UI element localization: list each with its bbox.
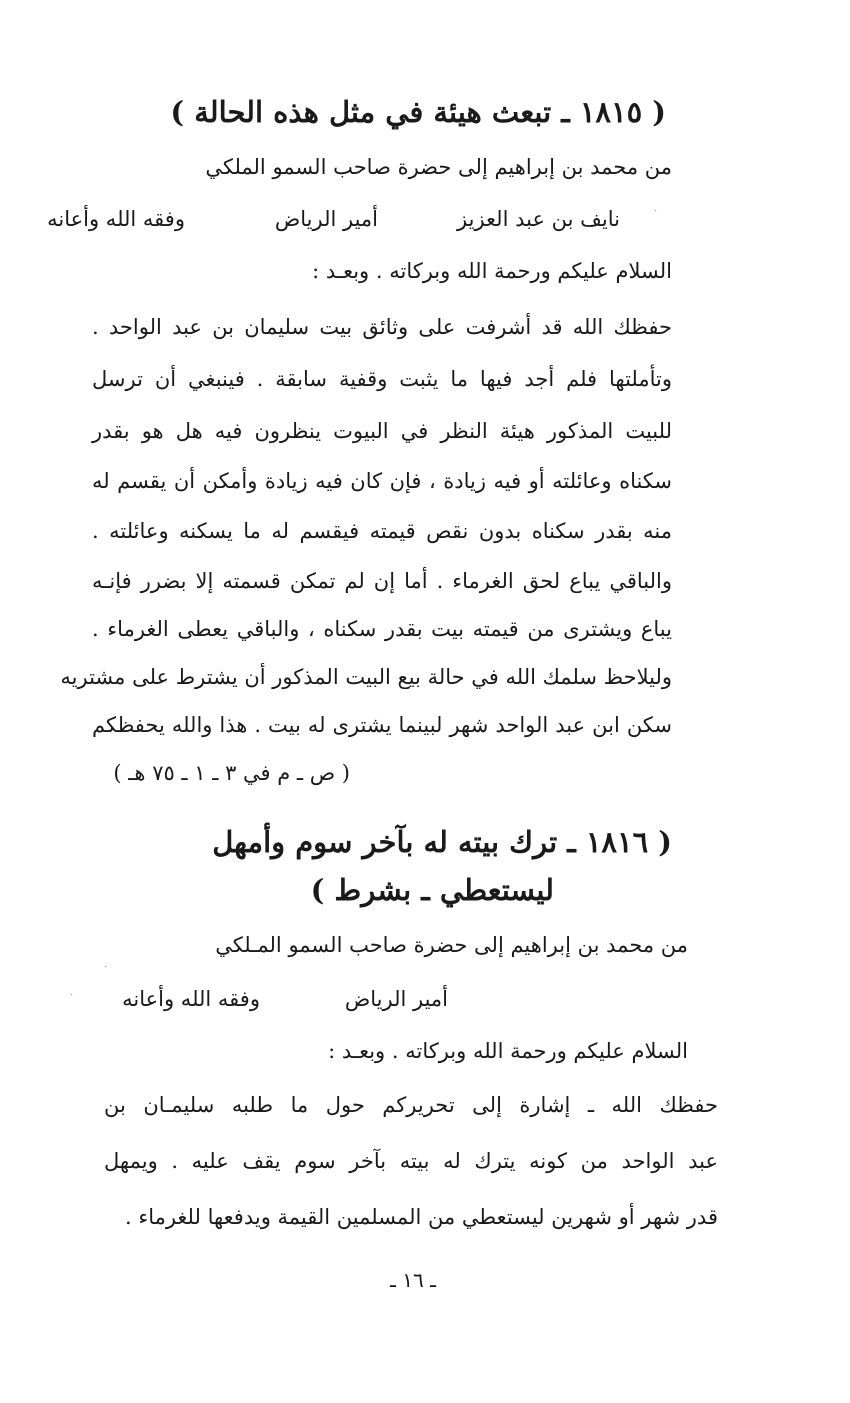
sender-line: من محمد بن إبراهيم إلى حضرة صاحب السمو المـلكي	[215, 933, 688, 957]
body-line: قدر شهر أو شهرين ليستعطي من المسلمين القيمة ويدفعها للغرماء .	[124, 1205, 718, 1229]
addressee-title: أمير الرياض	[344, 987, 448, 1011]
section-heading-continued: ليستعطي ـ بشرط )	[310, 873, 554, 907]
addressee-blessing: وفقه الله وأعانه	[122, 987, 260, 1011]
scan-speck: ·	[104, 962, 108, 973]
body-line: منه بقدر سكناه بدون نقص قيمته فيقسم له ما يسكنه وعائلته .	[92, 519, 672, 543]
body-line: حفظك الله ـ إشارة إلى تحريركم حول ما طلبه سليمـان بن	[104, 1093, 718, 1117]
section-heading: ( ١٨١٦ ـ ترك بيته له بآخر سوم وأمهل	[212, 825, 672, 859]
body-line: سكن ابن عبد الواحد شهر لبينما يشترى له بيت . هذا والله يحفظكم	[92, 713, 672, 737]
body-line: والباقي يباع لحق الغرماء . أما إن لم تمكن قسمته إلا بضرر فإنـه	[92, 569, 672, 593]
body-line: حفظك الله قد أشرفت على وثائق بيت سليمان بن عبد الواحد .	[92, 315, 672, 339]
addressee-name: نايف بن عبد العزيز	[457, 207, 620, 231]
body-line: سكناه وعائلته أو فيه زيادة ، فإن كان فيه زيادة وأمكن أن يقسم له	[92, 469, 672, 493]
reference-note: ( ص ـ م في ٣ ـ ١ ـ ٧٥ هـ )	[113, 761, 350, 785]
body-line: يباع ويشترى من قيمته بيت بقدر سكناه ، والباقي يعطى الغرماء .	[92, 617, 672, 641]
body-line: عبد الواحد من كونه يترك له بيته بآخر سوم يقف عليه . ويمهل	[104, 1149, 718, 1173]
section-heading: ( ١٨١٥ ـ تبعث هيئة في مثل هذه الحالة )	[170, 95, 666, 129]
addressee-title: أمير الرياض	[274, 207, 378, 231]
page-number: ـ ١٦ ـ	[390, 1268, 436, 1292]
body-line: وتأملتها فلم أجد فيها ما يثبت وقفية سابقة . فينبغي أن ترسل	[92, 367, 672, 391]
body-line: للبيت المذكور هيئة النظر في البيوت ينظرون فيه هل هو بقدر	[92, 419, 672, 443]
greeting-line: السلام عليكم ورحمة الله وبركاته . وبعـد :	[328, 1039, 688, 1063]
scan-speck: ·	[654, 206, 658, 217]
greeting-line: السلام عليكم ورحمة الله وبركاته . وبعـد :	[312, 259, 672, 283]
scan-speck: ·	[70, 990, 74, 1001]
sender-line: من محمد بن إبراهيم إلى حضرة صاحب السمو الملكي	[205, 155, 672, 179]
addressee-blessing: وفقه الله وأعانه	[47, 207, 185, 231]
body-line: وليلاحظ سلمك الله في حالة بيع البيت المذكور أن يشترط على مشتريه	[60, 665, 672, 689]
